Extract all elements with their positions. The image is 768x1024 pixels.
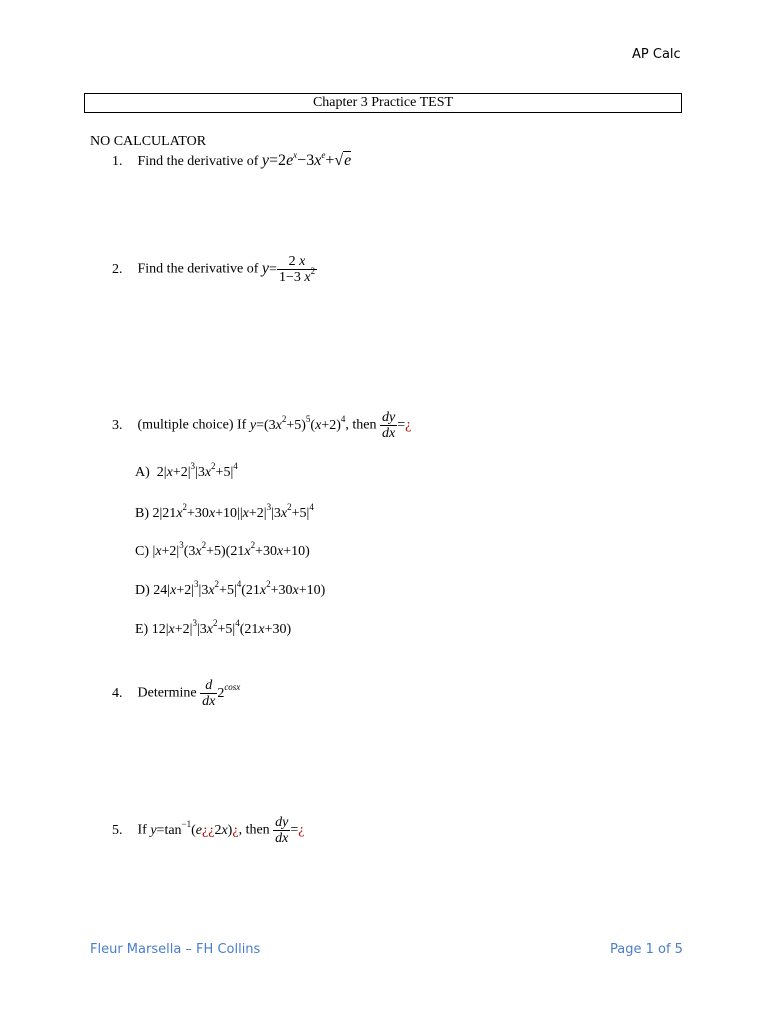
derivative-fraction: $\frac{dy}{dx}$	[275, 815, 289, 846]
choice-label: C)	[135, 544, 149, 559]
question-text: (multiple choice) If	[137, 417, 247, 433]
question-5: 5. If $y=\tan^{-1}(e¿¿2x)¿$, then $\frac{dy}{dx}$ =¿	[112, 815, 305, 846]
derivative-fraction: $\frac{dy}{dx}$	[381, 410, 396, 441]
math-expression: $2|x+2|^3|3x^2+5|^4$	[153, 461, 238, 480]
question-3: 3. (multiple choice) If $y=(3x^2+5)^5(x+2)^4$, then $\frac{dy}{dx}$ =¿	[112, 410, 412, 441]
math-expression: $\frac{d}{dx}$ $2^{cosx}$	[202, 678, 241, 709]
question-text-then: , then	[345, 417, 377, 433]
choice-b[interactable]	[135, 502, 314, 522]
header-course: AP Calc	[632, 47, 681, 62]
question-1	[112, 152, 351, 170]
math-expression: $2|21x^2+30x+10||x+2|^3|3x^2+5|^4$	[152, 502, 314, 521]
question-number: 1.	[112, 154, 123, 169]
footer-page-number: Page 1 of 5	[610, 942, 683, 957]
question-4	[112, 678, 240, 709]
choice-e[interactable]	[135, 618, 292, 638]
page-title: Chapter 3 Practice TEST	[84, 93, 682, 113]
question-text: Determine	[137, 685, 197, 701]
math-expression: $24|x+2|^3|3x^2+5|^4(21x^2+30x+10)$	[153, 579, 326, 598]
footer-author: Fleur Marsella – FH Collins	[90, 942, 261, 957]
question-text: Find the derivative of	[137, 261, 259, 277]
question-number: 4.	[112, 685, 123, 701]
math-expression: $y=(3x^2+5)^5(x+2)^4$	[249, 413, 346, 433]
math-expression: $y=2e^x-3x^e+√e$	[261, 150, 352, 169]
section-heading: NO CALCULATOR	[90, 134, 207, 149]
choice-label: A)	[135, 465, 150, 480]
question-2	[112, 254, 317, 285]
math-expression: y= $\frac{2 x}{1-3 x^2}$	[261, 254, 316, 285]
question-number: 3.	[112, 417, 123, 433]
math-expression: $12|x+2|^3|3x^2+5|^4(21x+30)$	[151, 618, 292, 637]
question-text: If	[137, 822, 147, 838]
choice-d[interactable]	[135, 579, 326, 599]
question-text: Find the derivative of	[137, 154, 259, 169]
choice-label: D)	[135, 583, 150, 598]
choice-c[interactable]	[135, 540, 310, 560]
math-expression: $|x+2|^3(3x^2+5)(21x^2+30x+10)$	[152, 540, 310, 559]
question-number: 5.	[112, 822, 123, 838]
choice-label: E)	[135, 622, 149, 637]
choice-label: B)	[135, 506, 149, 521]
question-text-then: , then	[238, 822, 270, 838]
question-number: 2.	[112, 261, 123, 277]
math-expression: $y=\tan^{-1}(e¿¿2x)¿$	[150, 818, 239, 838]
choice-a[interactable]	[135, 461, 238, 481]
